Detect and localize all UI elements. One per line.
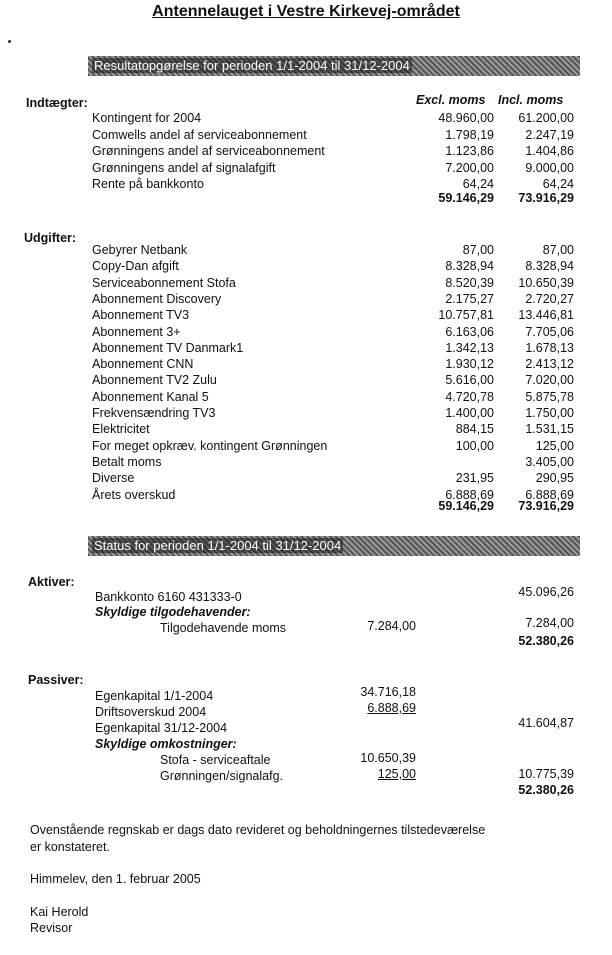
vat-receivable-mid-value: 7.284,00 xyxy=(367,619,416,633)
income-total-excl: 59.146,29 xyxy=(438,191,494,205)
vat-receivable-label: Tilgodehavende moms xyxy=(160,621,286,635)
expense-row xyxy=(0,292,612,308)
groenningen-label: Grønningen/signalafg. xyxy=(160,769,283,783)
income-row-label: Grønningens andel af serviceabonnement xyxy=(92,144,325,158)
expense-section-label: Udgifter: xyxy=(24,231,77,245)
expense-row-label: Abonnement TV Danmark1 xyxy=(92,340,244,355)
vat-receivable-right-value: 7.284,00 xyxy=(525,616,574,630)
equity-end-label: Egenkapital 31/12-2004 xyxy=(95,721,228,735)
expense-row-label: Frekvensændring TV3 xyxy=(92,406,216,420)
expense-row-incl: 8.328,94 xyxy=(525,259,574,274)
expense-row-incl: 3.405,00 xyxy=(525,454,574,469)
expense-row-label: Gebyrer Netbank xyxy=(92,243,188,257)
income-statement-heading: Resultatopgørelse for perioden 1/1-2004 til 31/12-2004 xyxy=(88,56,580,76)
expense-row xyxy=(0,276,612,292)
expense-row-label: Abonnement TV2 Zulu xyxy=(92,373,217,388)
expense-row-label: Abonnement Discovery xyxy=(92,291,222,306)
expense-row-incl: 290,95 xyxy=(535,471,574,486)
expense-row-incl: 1.678,13 xyxy=(525,340,574,355)
expense-row xyxy=(0,308,612,324)
income-row xyxy=(0,128,612,144)
income-total-incl: 73.916,29 xyxy=(518,191,574,205)
expense-row-label: Elektricitet xyxy=(92,422,150,437)
expense-row xyxy=(0,259,612,275)
groenningen-value: 125,00 xyxy=(377,767,416,781)
expense-row-excl: 4.720,78 xyxy=(445,389,494,404)
income-row-label: Rente på bankkonto xyxy=(92,177,204,191)
expense-row xyxy=(0,455,612,471)
receivables-label: Skyldige tilgodehavender: xyxy=(95,605,251,619)
expense-row-incl: 10.650,39 xyxy=(518,275,574,290)
equity-end-value: 41.604,87 xyxy=(518,716,574,730)
signer-title: Revisor xyxy=(30,921,73,935)
expense-total-excl: 59.146,29 xyxy=(438,499,494,513)
expense-row-incl: 5.875,78 xyxy=(525,389,574,404)
expense-row-excl: 1.930,12 xyxy=(445,357,494,372)
income-row-excl: 1.123,86 xyxy=(445,144,494,158)
income-row-label: Comwells andel af serviceabonnement xyxy=(92,127,307,142)
liabilities-total: 52.380,26 xyxy=(518,783,574,797)
expense-row-incl: 87,00 xyxy=(542,243,574,257)
costs-total: 10.775,39 xyxy=(518,767,574,781)
expense-row-excl: 1.342,13 xyxy=(445,340,494,355)
expense-row-incl: 7.020,00 xyxy=(525,373,574,388)
expense-row xyxy=(0,243,612,259)
bank-account-label: Bankkonto 6160 431333-0 xyxy=(95,590,242,604)
expense-row xyxy=(0,390,612,406)
expense-row xyxy=(0,406,612,422)
income-row-label: Kontingent for 2004 xyxy=(92,111,202,125)
audit-statement-line2: er konstateret. xyxy=(30,840,110,854)
income-total-row xyxy=(0,191,612,207)
expense-row-excl: 8.520,39 xyxy=(445,275,494,290)
expense-row-label: Abonnement CNN xyxy=(92,357,194,372)
income-row-incl: 2.247,19 xyxy=(525,127,574,142)
income-row xyxy=(0,111,612,127)
signer-name: Kai Herold xyxy=(30,905,89,919)
expense-row-label: Årets overskud xyxy=(92,487,176,502)
expense-row xyxy=(0,439,612,455)
expense-row-label: Abonnement 3+ xyxy=(92,324,181,339)
expense-row-excl: 5.616,00 xyxy=(445,373,494,388)
stofa-value: 10.650,39 xyxy=(360,751,416,765)
expense-row-incl: 6.888,69 xyxy=(525,487,574,502)
expense-row-excl: 6.888,69 xyxy=(445,487,494,502)
income-row-excl: 64,24 xyxy=(462,177,494,191)
expense-row-incl: 13.446,81 xyxy=(518,308,574,323)
expense-row-label: Serviceabonnement Stofa xyxy=(92,275,236,290)
expense-row xyxy=(0,471,612,487)
expense-row xyxy=(0,325,612,341)
expense-row xyxy=(0,341,612,357)
col-header-incl: Incl. moms xyxy=(498,93,564,107)
equity-start-label: Egenkapital 1/1-2004 xyxy=(95,689,214,703)
expense-row xyxy=(0,373,612,389)
surplus-value: 6.888,69 xyxy=(367,701,416,715)
income-row-incl: 61.200,00 xyxy=(518,111,574,125)
income-row-excl: 48.960,00 xyxy=(438,111,494,125)
expense-row-excl: 8.328,94 xyxy=(445,259,494,274)
expense-row-incl: 7.705,06 xyxy=(525,324,574,339)
expense-row-label: Copy-Dan afgift xyxy=(92,259,179,274)
expense-row-label: For meget opkræv. kontingent Grønningen xyxy=(92,438,328,453)
expense-row-excl: 10.757,81 xyxy=(438,308,494,323)
place-date: Himmelev, den 1. februar 2005 xyxy=(30,872,201,886)
expense-total-row xyxy=(0,499,612,515)
expense-row-incl: 125,00 xyxy=(535,438,574,453)
equity-start-value: 34.716,18 xyxy=(360,685,416,699)
income-row-excl: 1.798,19 xyxy=(445,127,494,142)
expense-row-label: Betalt moms xyxy=(92,454,162,469)
expense-row-excl: 1.400,00 xyxy=(445,406,494,420)
expense-row-excl: 884,15 xyxy=(455,422,494,437)
income-row-incl: 64,24 xyxy=(542,177,574,191)
col-header-excl: Excl. moms xyxy=(416,93,486,107)
income-row xyxy=(0,144,612,160)
expense-row-label: Abonnement TV3 xyxy=(92,308,190,323)
document-title: Antennelauget i Vestre Kirkevej-området xyxy=(152,3,460,20)
liabilities-section-label: Passiver: xyxy=(28,673,84,687)
expense-row-label: Diverse xyxy=(92,471,135,486)
scan-speck xyxy=(8,40,11,43)
income-row-label: Grønningens andel af signalafgift xyxy=(92,160,276,175)
surplus-label: Driftsoverskud 2004 xyxy=(95,705,207,719)
expense-row-incl: 2.413,12 xyxy=(525,357,574,372)
expense-row-excl: 100,00 xyxy=(455,438,494,453)
audit-statement-line1: Ovenstående regnskab er dags dato revideret og beholdningernes tilstedeværelse xyxy=(30,823,486,837)
expense-row-excl: 6.163,06 xyxy=(445,324,494,339)
assets-section-label: Aktiver: xyxy=(28,575,75,589)
expense-row-excl: 2.175,27 xyxy=(445,291,494,306)
income-row xyxy=(0,161,612,177)
expense-row xyxy=(0,422,612,438)
expense-row-incl: 2.720,27 xyxy=(525,291,574,306)
expense-row-incl: 1.750,00 xyxy=(525,406,574,420)
assets-total: 52.380,26 xyxy=(518,634,574,648)
costs-label: Skyldige omkostninger: xyxy=(95,737,237,751)
income-section-label: Indtægter: xyxy=(26,96,88,110)
expense-row-incl: 1.531,15 xyxy=(525,422,574,437)
expense-total-incl: 73.916,29 xyxy=(518,499,574,513)
income-row-incl: 1.404,86 xyxy=(525,144,574,158)
expense-row xyxy=(0,357,612,373)
income-row-excl: 7.200,00 xyxy=(445,160,494,175)
expense-row-excl: 231,95 xyxy=(455,471,494,486)
expense-row-label: Abonnement Kanal 5 xyxy=(92,389,209,404)
bank-account-value: 45.096,26 xyxy=(518,585,574,599)
status-heading: Status for perioden 1/1-2004 til 31/12-2004 xyxy=(88,536,580,556)
income-row-incl: 9.000,00 xyxy=(525,160,574,175)
stofa-label: Stofa - serviceaftale xyxy=(160,753,271,767)
expense-row-excl: 87,00 xyxy=(462,243,494,257)
